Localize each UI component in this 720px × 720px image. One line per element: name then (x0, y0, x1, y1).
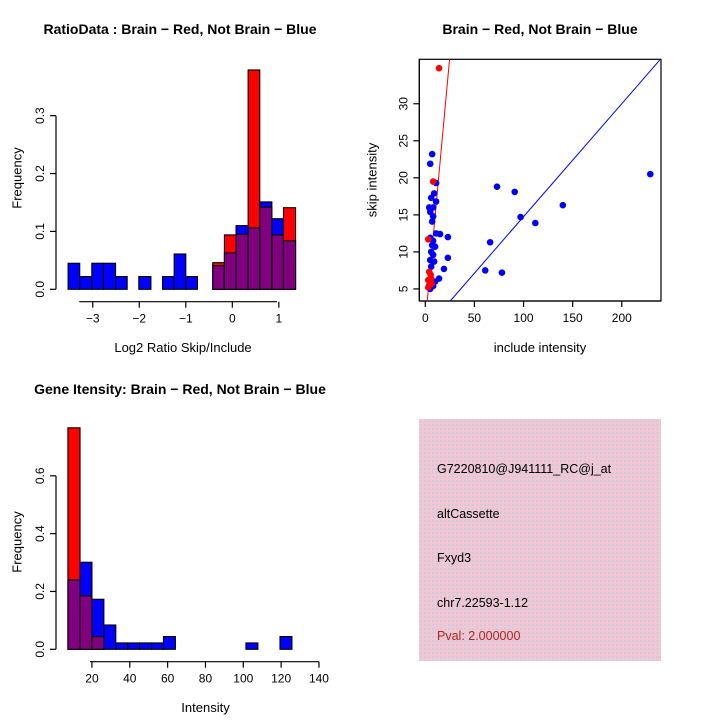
x-tick-label: 120 (271, 671, 292, 686)
y-tick-label: 25 (396, 134, 411, 148)
histogram-bar (80, 277, 92, 290)
y-tick-label: 0.0 (33, 640, 47, 658)
y-tick-label: 0.2 (33, 583, 47, 600)
x-tick-label: −3 (85, 311, 100, 326)
histogram-bar-overlap (224, 253, 236, 289)
histogram-bar-overlap (68, 580, 80, 649)
gene-info-box (419, 419, 661, 661)
data-point-not-brain (487, 239, 494, 246)
y-tick-label: 0.3 (33, 107, 47, 125)
gene-name-text: Fxyd3 (437, 551, 472, 565)
scatter-ylabel: skip intensity (364, 142, 380, 218)
histogram-bar-overlap (92, 637, 104, 650)
x-tick-label: 150 (562, 311, 583, 325)
histogram-bar (280, 637, 292, 650)
y-tick-label: 0.0 (33, 280, 47, 298)
data-point-brain (425, 236, 432, 243)
y-tick-label: 0.4 (33, 525, 47, 542)
x-tick-label: −1 (178, 311, 193, 326)
histogram-bar-overlap (272, 235, 284, 289)
y-tick-label: 30 (396, 97, 411, 111)
data-point-brain (436, 65, 443, 72)
histogram-bar-overlap (260, 207, 272, 289)
data-point-brain (430, 178, 437, 185)
data-point-not-brain (511, 189, 518, 196)
location-text: chr7.22593-1.12 (437, 596, 529, 610)
histogram-bar (116, 277, 128, 290)
histogram-bar (186, 277, 198, 290)
data-point-not-brain (437, 231, 444, 238)
panel-intensity-scatter (360, 0, 720, 360)
histogram-bar (103, 263, 115, 289)
y-tick-label: 0.2 (33, 165, 47, 182)
histogram-bar (246, 643, 258, 649)
histogram-bar (152, 643, 164, 649)
histogram-bar (68, 263, 80, 289)
fit-line-not-brain (450, 60, 659, 301)
histogram-bar-overlap (213, 266, 225, 290)
data-point-not-brain (482, 267, 489, 274)
data-point-not-brain (432, 243, 439, 250)
histogram-bar (92, 263, 104, 289)
data-point-not-brain (441, 266, 448, 273)
data-point-not-brain (433, 198, 440, 205)
y-tick-label: 5 (396, 285, 411, 293)
y-tick-label: 15 (396, 208, 411, 222)
x-tick-label: 0 (228, 311, 236, 326)
x-tick-label: 60 (160, 671, 175, 686)
data-point-brain (425, 284, 432, 291)
histogram-bar (139, 277, 151, 290)
y-tick-label: 10 (396, 245, 411, 259)
x-tick-label: 0 (421, 311, 429, 325)
ratio-histogram-ylabel: Frequency (9, 147, 25, 209)
x-tick-label: 100 (233, 671, 254, 686)
x-tick-label: 200 (611, 311, 632, 325)
panel-ratio-histogram (0, 0, 360, 360)
data-point-not-brain (427, 160, 434, 167)
panel-gene-intensity-histogram (0, 360, 360, 720)
histogram-bar (174, 254, 186, 289)
histogram-bar (128, 643, 140, 649)
event-type-text: altCassette (437, 507, 500, 521)
scatter-title: Brain − Red, Not Brain − Blue (442, 21, 638, 37)
y-tick-label: 0.6 (33, 467, 47, 485)
y-tick-label: 20 (396, 171, 411, 185)
y-tick-label: 0.1 (33, 223, 47, 240)
histogram-bar (163, 637, 175, 650)
histogram-bar-overlap (80, 596, 92, 649)
panel-gene-info (360, 360, 720, 720)
data-point-not-brain (499, 269, 506, 276)
histogram-bar-overlap (283, 241, 295, 290)
data-point-not-brain (445, 234, 452, 241)
gene-histogram-title: Gene Itensity: Brain − Red, Not Brain − Blue (34, 381, 326, 397)
x-tick-label: 50 (467, 311, 482, 325)
data-point-not-brain (560, 202, 567, 209)
scatter-xlabel: include intensity (493, 340, 587, 355)
plot-box (419, 59, 661, 301)
x-tick-label: 100 (513, 311, 534, 325)
data-point-not-brain (429, 218, 436, 225)
x-tick-label: −2 (132, 311, 147, 326)
ratio-histogram-plot (0, 0, 360, 360)
pval-text: Pval: 2.000000 (437, 629, 521, 643)
histogram-bar (116, 643, 128, 649)
histogram-bar (140, 643, 152, 649)
x-tick-label: 80 (198, 671, 213, 686)
data-point-not-brain (429, 151, 436, 158)
ratio-histogram-xlabel: Log2 Ratio Skip/Include (114, 340, 252, 355)
x-tick-label: 20 (85, 671, 99, 686)
histogram-bar (163, 277, 175, 290)
data-point-not-brain (494, 183, 501, 190)
x-tick-label: 1 (275, 311, 283, 326)
histogram-bar (104, 625, 116, 649)
intensity-scatter-plot (360, 0, 720, 360)
ratio-histogram-title: RatioData : Brain − Red, Not Brain − Blue (43, 21, 317, 37)
probe-id-text: G7220810@J941111_RC@j_at (437, 462, 612, 476)
data-point-not-brain (445, 255, 452, 262)
data-point-not-brain (532, 220, 539, 227)
histogram-bar-overlap (248, 228, 260, 289)
gene-histogram-ylabel: Frequency (9, 511, 25, 573)
x-tick-label: 40 (123, 671, 137, 686)
x-tick-label: 140 (308, 671, 329, 686)
gene-histogram-xlabel: Intensity (181, 700, 230, 715)
data-point-not-brain (647, 171, 654, 178)
histogram-bar-overlap (236, 234, 248, 289)
gene-intensity-histogram-plot (0, 360, 360, 720)
data-point-not-brain (517, 214, 524, 221)
